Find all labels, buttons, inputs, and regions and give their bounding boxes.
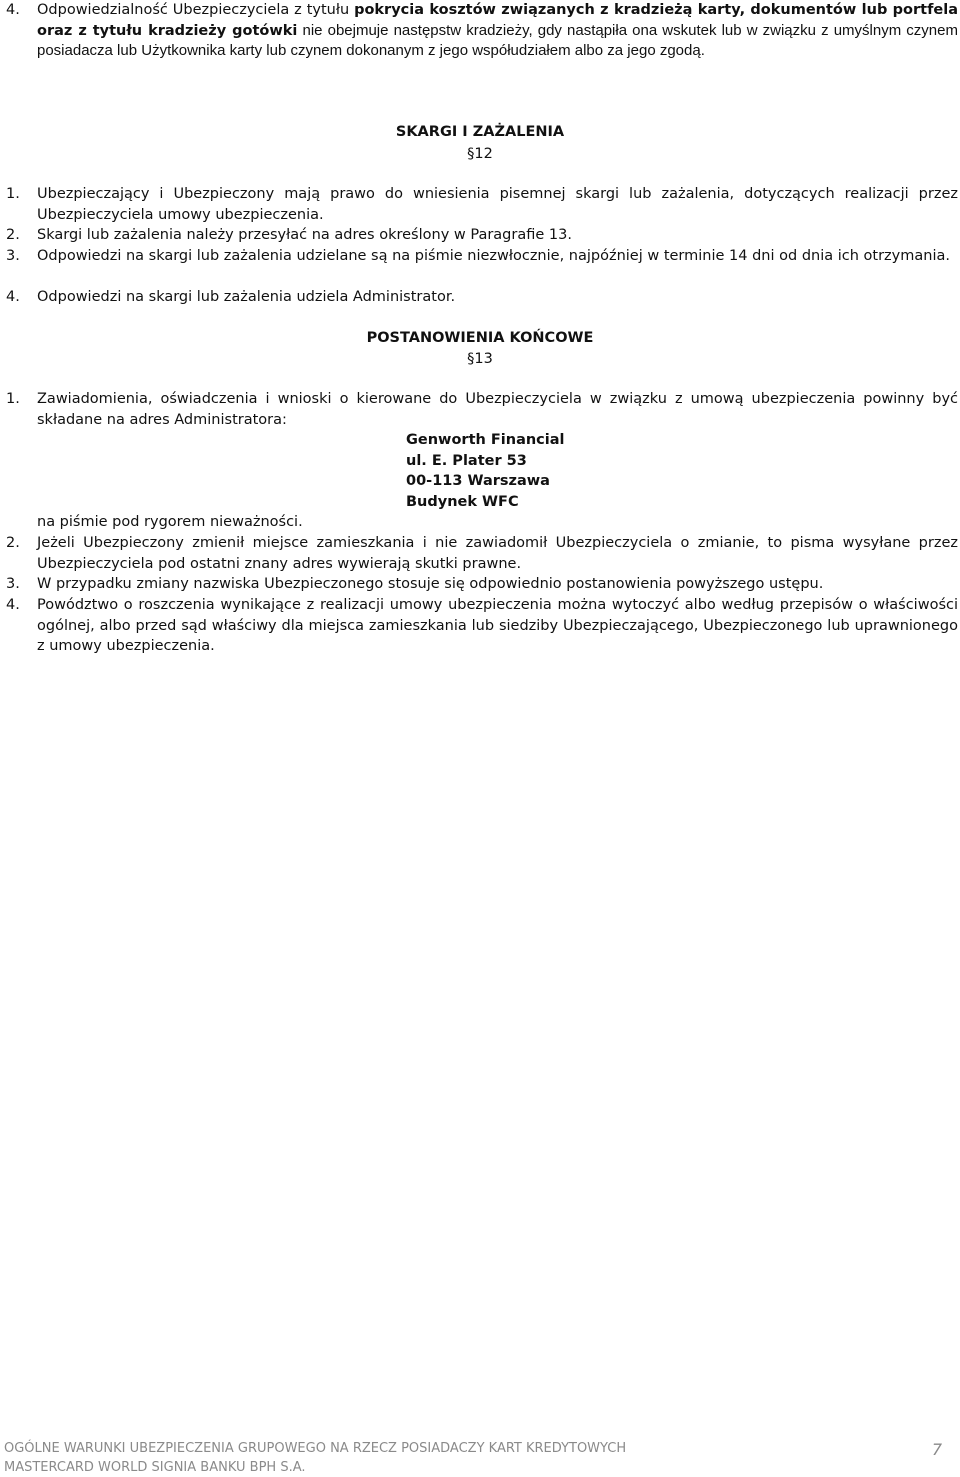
clause-text: Odpowiedzi na skargi lub zażalenia udzielane są na piśmie niezwłocznie, najpóźniej w terminie 14 dni od dnia ich otrzymania.	[37, 248, 950, 264]
clause-4-previous	[6, 0, 958, 62]
clause-number: 1.	[6, 391, 20, 407]
address-city: 00-113 Warszawa	[406, 473, 550, 489]
clause-number: 2.	[6, 535, 20, 551]
complaints-clause-1	[6, 184, 958, 225]
section-heading-final-provisions: POSTANOWIENIA KOŃCOWE	[366, 330, 594, 346]
complaints-clause-2	[6, 225, 958, 246]
clause-number: 4.	[6, 2, 20, 18]
clause-text-bold: pokrycia kosztów związanych z kradzieżą karty, dokumentów lub portfela oraz z tytułu kradzieży gotówki	[37, 2, 958, 39]
clause-text: Skargi lub zażalenia należy przesyłać na adres określony w Paragrafie 13.	[37, 227, 572, 243]
footer	[4, 1439, 626, 1477]
address-note: na piśmie pod rygorem nieważności.	[37, 514, 303, 530]
section-heading-complaints: SKARGI I ZAŻALENIA	[395, 124, 565, 140]
clause-number: 3.	[6, 248, 20, 264]
final-clause-3	[6, 574, 958, 595]
footer-line-2: MASTERCARD WORLD SIGNIA BANKU BPH S.A.	[4, 1460, 306, 1475]
administrator-address	[406, 430, 565, 512]
clause-text: Odpowiedzi na skargi lub zażalenia udziela Administrator.	[37, 289, 456, 305]
clause-text-part1: Odpowiedzialność Ubezpieczyciela z tytułu	[37, 2, 355, 18]
clause-text: W przypadku zmiany nazwiska Ubezpieczonego stosuje się odpowiednio postanowienia powyższego ustępu.	[37, 576, 824, 592]
footer-line-1: OGÓLNE WARUNKI UBEZPIECZENIA GRUPOWEGO NA RZECZ POSIADACZY KART KREDYTOWYCH	[4, 1441, 627, 1456]
clause-number: 2.	[6, 227, 20, 243]
clause-text: Jeżeli Ubezpieczony zmienił miejsce zamieszkania i nie zawiadomił Ubezpieczyciela o zmianie, to pisma wysyłane przez Ubezpieczyciela pod ostatni znany adres wywierają skutki prawne.	[37, 535, 958, 572]
paragraph-number-12: §12	[467, 146, 493, 162]
complaints-clause-3	[6, 246, 958, 267]
address-street: ul. E. Plater 53	[406, 452, 527, 469]
clause-text: Zawiadomienia, oświadczenia i wnioski o kierowane do Ubezpieczyciela w związku z umową ubezpieczenia powinny być składane na adres Administratora:	[37, 391, 958, 428]
complaints-clause-4	[6, 287, 958, 308]
paragraph-number-13: §13	[467, 351, 493, 367]
clause-number: 1.	[6, 186, 20, 202]
clause-number: 4.	[6, 597, 20, 613]
clause-number: 4.	[6, 289, 20, 305]
clause-text	[37, 0, 958, 62]
clause-text: Ubezpieczający i Ubezpieczony mają prawo do wniesienia pisemnej skargi lub zażalenia, dotyczących realizacji przez Ubezpieczyciela umowy ubezpieczenia.	[37, 186, 958, 223]
address-building: Budynek WFC	[406, 493, 519, 510]
final-clause-1	[6, 389, 958, 430]
final-clause-2	[6, 533, 958, 574]
address-company: Genworth Financial	[406, 432, 565, 448]
final-clause-4	[6, 595, 958, 657]
clause-text: Powództwo o roszczenia wynikające z realizacji umowy ubezpieczenia można wytoczyć albo według przepisów o właściwości ogólnej, albo przed sąd właściwy dla miejsca zamieszkania lub siedziby Ubezpieczającego, Ubezpieczonego lub uprawnionego z umowy ubezpieczenia.	[37, 597, 958, 654]
clause-text-part2: nie obejmuje następstw kradzieży, gdy nastąpiła ona wskutek lub w związku z umyślnym czynem posiadacza lub Użytkownika karty lub czynem dokonanym z jego współudziałem albo za jego zgodą.	[37, 21, 958, 59]
page-number: 7	[931, 1440, 942, 1459]
clause-number: 3.	[6, 576, 20, 592]
